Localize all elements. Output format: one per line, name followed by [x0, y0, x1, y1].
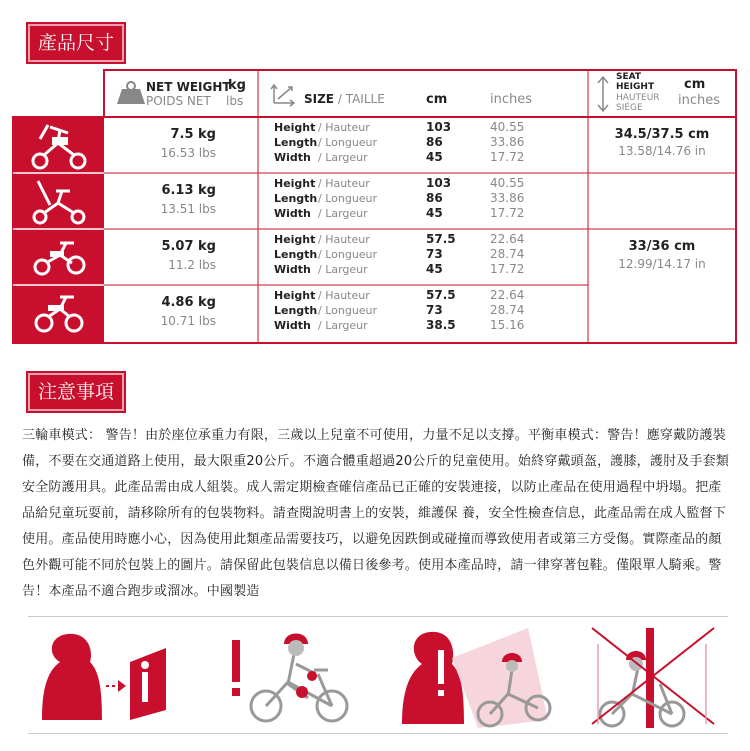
seat-title-2: HEIGHT	[616, 82, 655, 92]
seat-title-1: SEAT	[616, 72, 642, 82]
slope-warning-icon	[398, 624, 558, 728]
dim-label-en: Width	[274, 263, 311, 276]
weight-kg: 6.13 kg	[161, 183, 216, 198]
seat-unit-inches: inches	[678, 93, 721, 108]
notice-line: 色外觀可能不同於包裝上的圖片。請保留此包裝信息以備日後參考。使用本產品時，請一律穿著包鞋。僅限單人騎乘。警	[22, 558, 722, 573]
balance-bike-icon	[30, 289, 88, 339]
dim-value-cm: 103	[426, 120, 452, 134]
dim-label-en: Height	[274, 233, 316, 246]
dim-value-cm: 86	[426, 135, 443, 149]
size-unit-inches: inches	[490, 92, 533, 107]
dim-value-cm: 45	[426, 206, 443, 220]
dim-value-inches: 28.74	[490, 247, 525, 261]
notice-text	[22, 423, 730, 605]
dim-value-cm: 73	[426, 247, 443, 261]
dim-label-fr: / Longueur	[318, 192, 378, 205]
dim-value-cm: 57.5	[426, 232, 456, 246]
weight-lbs: 11.2 lbs	[168, 258, 216, 272]
dim-value-cm: 57.5	[426, 288, 456, 302]
dim-label-fr: / Largeur	[318, 151, 368, 164]
dim-label-en: Height	[274, 289, 316, 302]
dim-value-cm: 86	[426, 191, 443, 205]
dim-value-inches: 15.16	[490, 318, 525, 332]
dim-label-en: Length	[274, 192, 318, 205]
weight-subtitle: POIDS NET	[146, 94, 211, 108]
dim-label-fr: / Largeur	[318, 263, 368, 276]
notice-line: 品給兒童玩耍前，請移除所有的包裝物料。請查閱說明書上的安裝，維護保 養，安全性檢查信息，此產品需在成人監督下	[22, 506, 726, 521]
seat-height-cm-2: 33/36 cm	[628, 239, 696, 254]
warning-icons	[28, 620, 728, 730]
tricycle-icon	[30, 233, 88, 283]
dim-label-en: Height	[274, 121, 316, 134]
dim-value-cm: 73	[426, 303, 443, 317]
dim-label-en: Length	[274, 136, 318, 149]
dim-label-fr: / Hauteur	[318, 233, 370, 246]
dim-label-fr: / Largeur	[318, 207, 368, 220]
section-title-dimensions: 產品尺寸	[28, 24, 124, 62]
dim-label-fr: / Hauteur	[318, 177, 370, 190]
seat-height-cm-1: 34.5/37.5 cm	[614, 127, 710, 142]
weight-title: NET WEIGHT	[146, 80, 231, 94]
no-traffic-icon	[588, 624, 718, 728]
dim-value-cm: 103	[426, 176, 452, 190]
notice-line: 使用。產品使用時應小心，因為使用此類產品需要技巧，以避免因跌倒或碰撞而導致使用者或第三方受傷。實際產品的顏	[22, 532, 722, 547]
seat-subtitle-2: SIÈGE	[616, 103, 643, 113]
seat-height-arrow-icon	[596, 75, 610, 113]
dim-value-inches: 17.72	[490, 206, 525, 220]
weight-kg: 5.07 kg	[161, 239, 216, 254]
tricycle-push-handle-icon	[30, 175, 88, 227]
weight-kg: 7.5 kg	[170, 127, 216, 142]
dim-label-en: Length	[274, 304, 318, 317]
dim-value-inches: 22.64	[490, 288, 525, 302]
dim-value-inches: 28.74	[490, 303, 525, 317]
dim-value-inches: 17.72	[490, 262, 525, 276]
dim-label-fr: / Hauteur	[318, 289, 370, 302]
read-manual-icon	[38, 632, 178, 722]
weight-lbs: 10.71 lbs	[160, 314, 216, 328]
weight-lbs: 13.51 lbs	[160, 202, 216, 216]
notice-line: 三輪車模式： 警告！由於座位承重力有限，三歲以上兒童不可使用，力量不足以支撐。平衡車模式：警告！應穿戴防護裝	[22, 428, 726, 443]
notice-line: 告！本產品不適合跑步或溜冰。中國製造	[22, 584, 260, 599]
dim-label-en: Width	[274, 207, 311, 220]
divider-top	[28, 616, 728, 617]
dim-value-inches: 40.55	[490, 176, 525, 190]
divider-bottom	[28, 733, 728, 734]
dim-value-cm: 38.5	[426, 318, 456, 332]
dim-label-en: Width	[274, 319, 311, 332]
dim-value-cm: 45	[426, 262, 443, 276]
dim-label-en: Height	[274, 177, 316, 190]
dim-label-fr: / Largeur	[318, 319, 368, 332]
weight-lbs: 16.53 lbs	[160, 146, 216, 160]
size-subtitle: / TAILLE	[337, 92, 385, 106]
notice-line: 安全防護用具。此產品需由成人組裝。成人需定期檢查確信產品已正確的安裝連接，以防止產品在使用過程中坍塌。把產	[22, 480, 722, 495]
weight-unit-lbs: lbs	[226, 94, 244, 108]
wear-helmet-icon	[218, 624, 358, 728]
weight-unit-kg: kg	[228, 78, 246, 93]
dim-value-inches: 33.86	[490, 135, 525, 149]
seat-height-in-2: 12.99/14.17 in	[618, 257, 706, 271]
section-title-notice: 注意事項	[28, 373, 124, 411]
dim-label-fr: / Longueur	[318, 304, 378, 317]
dim-value-inches: 22.64	[490, 232, 525, 246]
dim-label-fr: / Longueur	[318, 136, 378, 149]
seat-subtitle-1: HAUTEUR	[616, 93, 660, 103]
dim-label-fr: / Hauteur	[318, 121, 370, 134]
size-unit-cm: cm	[426, 92, 448, 107]
dim-label-en: Length	[274, 248, 318, 261]
weight-icon	[116, 81, 146, 105]
dim-label-fr: / Longueur	[318, 248, 378, 261]
dim-value-inches: 33.86	[490, 191, 525, 205]
seat-height-in-1: 13.58/14.76 in	[618, 144, 706, 158]
spec-table	[12, 69, 737, 344]
weight-kg: 4.86 kg	[161, 295, 216, 310]
dim-value-inches: 17.72	[490, 150, 525, 164]
dim-label-en: Width	[274, 151, 311, 164]
size-title: SIZE	[304, 92, 335, 106]
dim-value-cm: 45	[426, 150, 443, 164]
seat-unit-cm: cm	[684, 77, 706, 92]
dimension-arrows-icon	[270, 81, 298, 107]
dim-value-inches: 40.55	[490, 120, 525, 134]
notice-line: 備，不要在交通道路上使用，最大限重20公斤。不適合體重超過20公斤的兒童使用。始終穿戴頭盔，護膝，護肘及手套類	[22, 454, 730, 469]
tricycle-with-handle-icon	[30, 119, 88, 171]
